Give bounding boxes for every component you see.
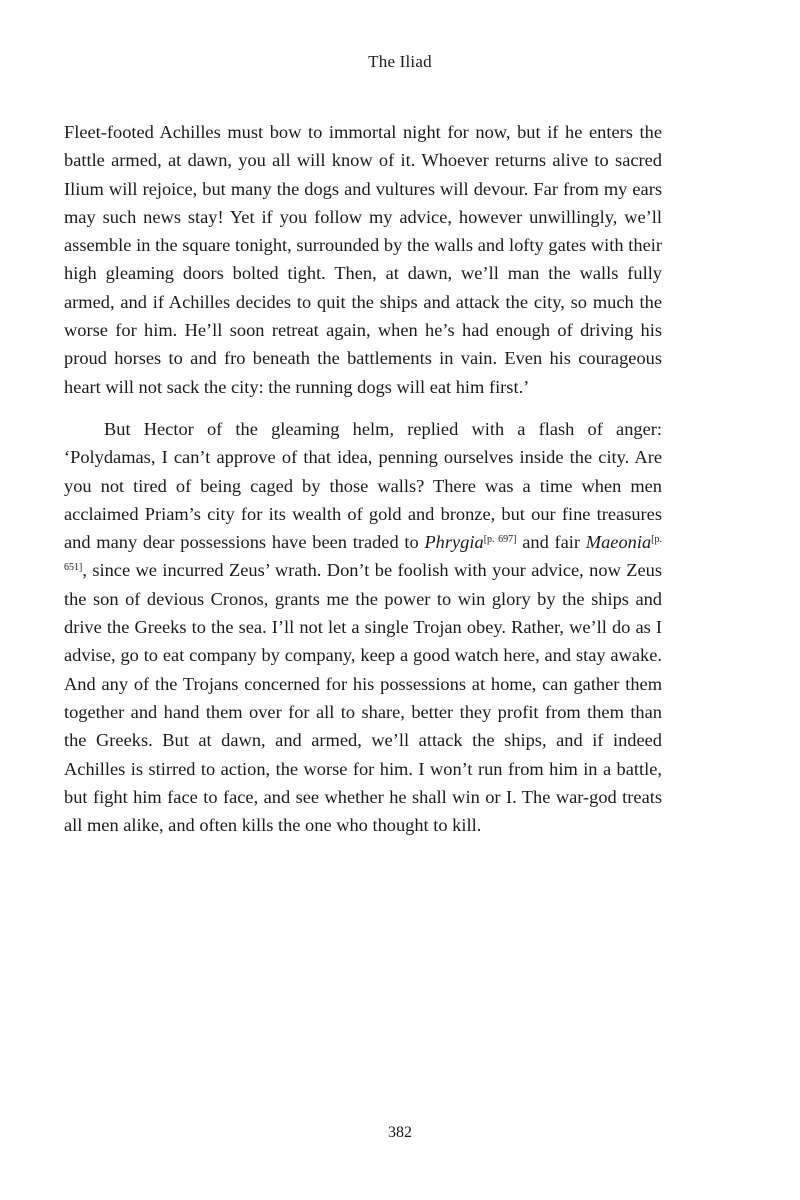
page-number: 382 bbox=[388, 1124, 412, 1141]
page-reference-link[interactable]: [p. 697] bbox=[483, 534, 517, 546]
paragraph-2-part-1: But Hector of the gleaming helm, replied with a flash of anger: ‘Polydamas, I can’t approve of that idea, penning ourselves inside the city. Are you not tired of being caged by those walls? There was a time when men acclaimed Priam’s city for its wealth of gold and bronze, but our fine treasures and many dear possessions have been traded to bbox=[64, 418, 662, 553]
paragraph-2-part-3: , since we incurred Zeus’ wrath. Don’t be foolish with your advice, now Zeus the son of devious Cronos, grants me the power to win glory by the ships and drive the Greeks to the sea. I’ll not let a single Trojan obey. Rather, we’ll do as I advise, go to eat company by company, keep a good watch here, and stay awake. And any of the Trojans concerned for his possessions at home, can gather them together and hand them over for all to share, better they profit from them than the Greeks. But at dawn, and armed, we’ll attack the ships, and if indeed Achilles is stirred to action, the worse for him. I won’t run from him in a battle, but fight him face to face, and see whether he shall win or I. The war-god treats all men alike, and often kills the one who thought to kill. bbox=[64, 560, 662, 836]
place-name-maeonia: Maeonia bbox=[585, 532, 652, 553]
paragraph-2 bbox=[64, 415, 662, 839]
page-reference-link[interactable]: [p. 651] bbox=[64, 534, 662, 574]
paragraph-1: Fleet-footed Achilles must bow to immortal night for now, but if he enters the battle armed, at dawn, you all will know of it. Whoever returns alive to sacred Ilium will rejoice, but many the dogs and vultures will devour. Far from my ears may such news stay! Yet if you follow my advice, however unwillingly, we’ll assemble in the square tonight, surrounded by the walls and lofty gates with their high gleaming doors bolted tight. Then, at dawn, we’ll man the walls fully armed, and if Achilles decides to quit the ships and attack the city, so much the worse for him. He’ll soon retreat again, when he’s had enough of driving his proud horses to and fro beneath the battlements in vain. Even his courageous heart will not sack the city: the running dogs will eat him first.’ bbox=[64, 122, 662, 397]
place-name-phrygia: Phrygia bbox=[424, 532, 484, 553]
body-text bbox=[64, 118, 662, 839]
paragraph-2-part-2: and fair bbox=[522, 532, 581, 553]
running-head: The Iliad bbox=[368, 52, 432, 71]
